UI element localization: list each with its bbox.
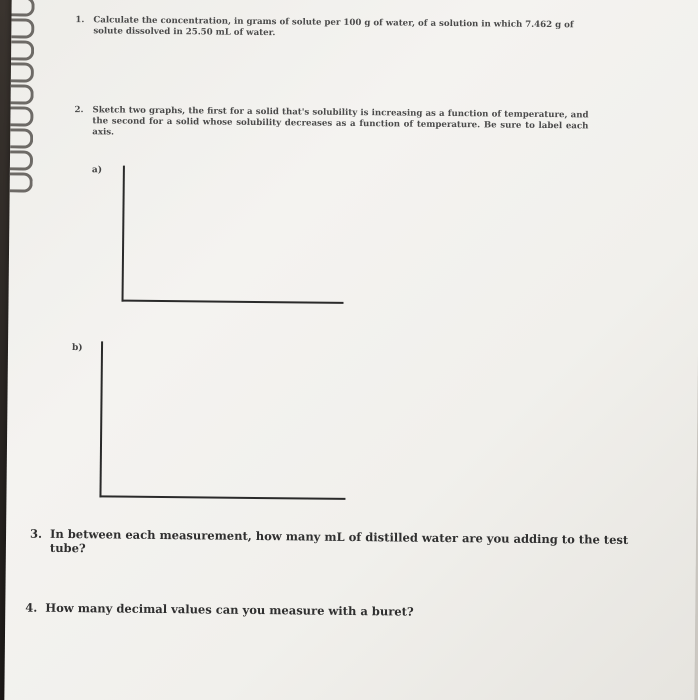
question-3: [29, 526, 650, 556]
binding-ring: [11, 84, 34, 104]
graph-b-label: b): [71, 343, 83, 354]
worksheet-page: [4, 0, 698, 700]
binding-ring: [10, 128, 33, 148]
graph-b-x-axis: [99, 495, 345, 500]
question-1-number: 1.: [75, 15, 85, 26]
binding-ring: [10, 106, 33, 126]
binding-ring: [11, 62, 34, 82]
question-3-text: In between each measurement, how many mL of distilled water are you adding to the test tube?: [49, 526, 629, 556]
binding-ring: [11, 0, 34, 17]
question-1-text: Calculate the concentration, in grams of solute per 100 g of water, of a solution in which 7.462 g of solute dissolved in 25.50 mL of water.: [93, 15, 574, 39]
question-3-number: 3.: [29, 526, 43, 541]
graph-a-y-axis: [122, 166, 125, 302]
graph-a-x-axis: [122, 300, 344, 304]
graph-b-y-axis: [99, 341, 103, 497]
binding-ring: [10, 172, 33, 192]
binding-ring: [11, 18, 34, 38]
binding-ring: [10, 150, 33, 170]
question-2-text: Sketch two graphs, the first for a solid that's solubility is increasing as a function of temperature, and the second for a solid whose solubility decreases as a function of temperature. Be sure to label each axis.: [92, 105, 589, 138]
question-2: [74, 105, 595, 138]
question-4-number: 4.: [25, 600, 38, 615]
question-1: [75, 15, 596, 39]
question-4-text: How many decimal values can you measure with a buret?: [45, 600, 414, 619]
graph-a-label: a): [91, 165, 103, 176]
question-2-number: 2.: [74, 105, 84, 116]
question-4: [25, 600, 645, 619]
binding-ring: [11, 40, 34, 60]
